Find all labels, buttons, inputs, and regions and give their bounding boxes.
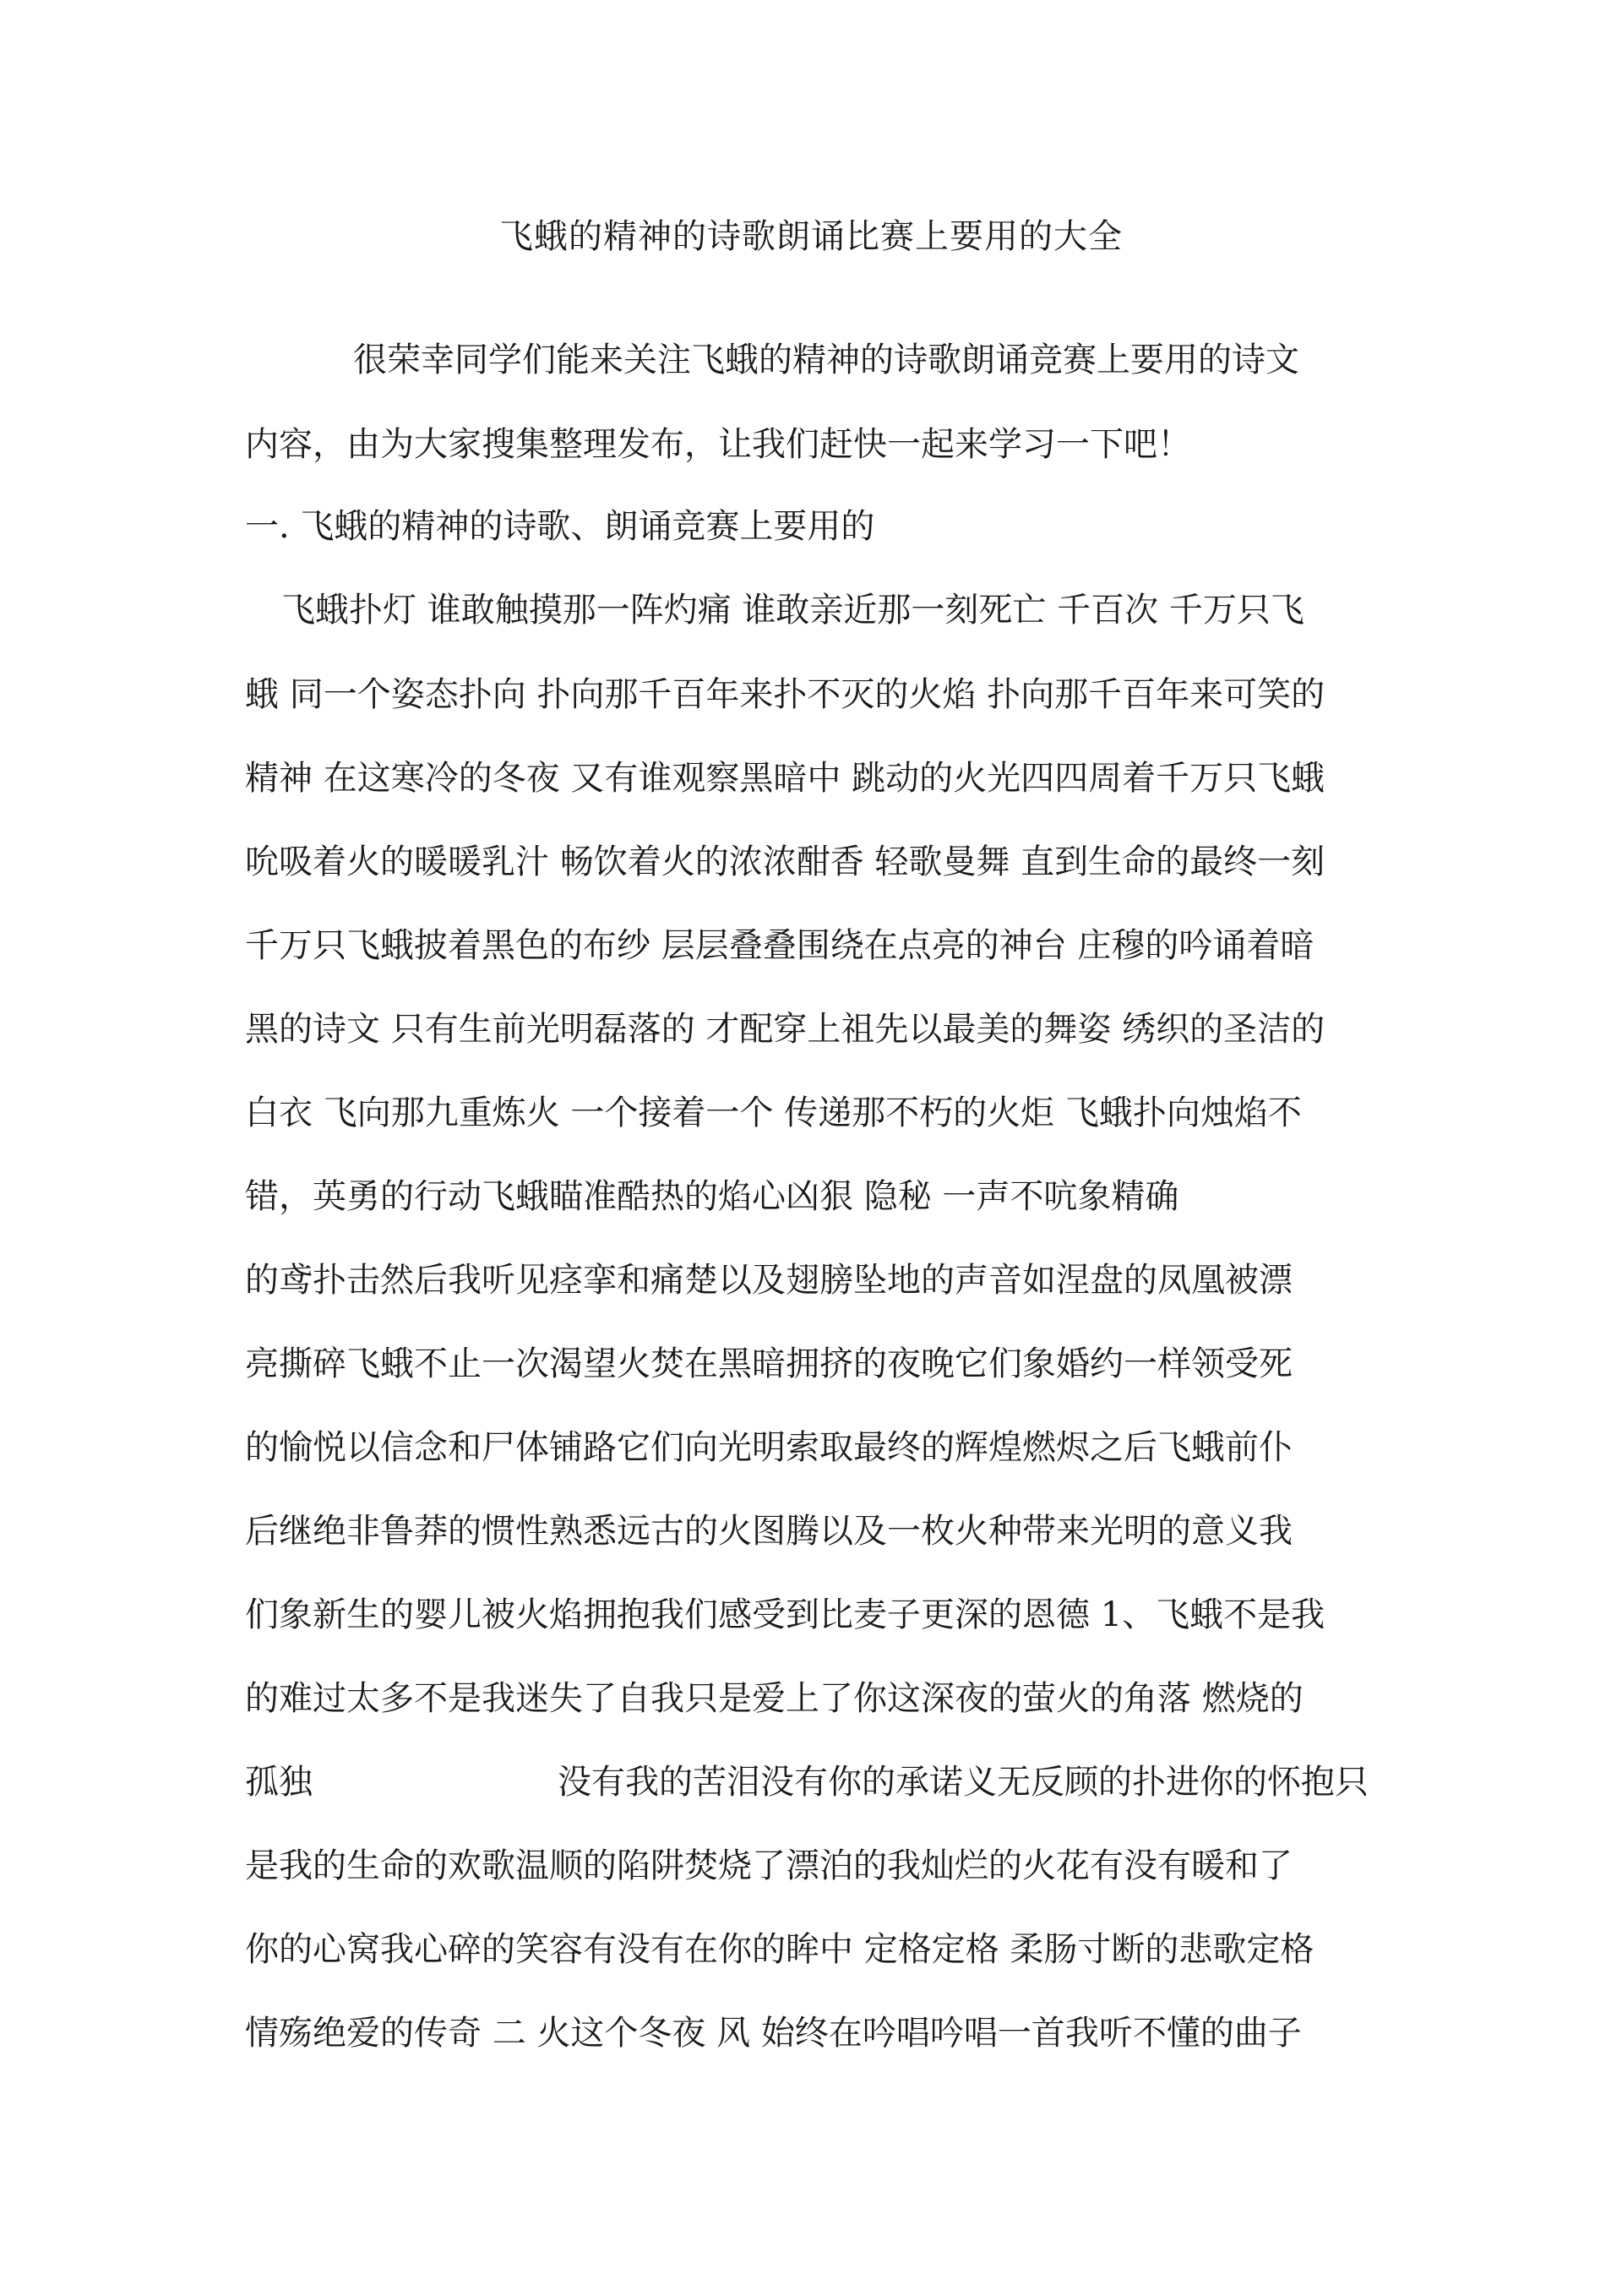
line-fragment: 没有我的苦泪没有你的承诺义无反顾的扑进你的怀抱只 xyxy=(558,1763,1369,1802)
paragraph-line: 是我的生命的欢歌温顺的陷阱焚烧了漂泊的我灿烂的火花有没有暖和了 xyxy=(245,1846,1293,1885)
document-title: 飞蛾的精神的诗歌朗诵比赛上要用的大全 xyxy=(499,217,1123,256)
paragraph-line: 情殇绝爱的传奇 二 火这个冬夜 风 始终在吟唱吟唱一首我听不懂的曲子 xyxy=(245,2014,1302,2053)
paragraph-line: 蛾 同一个姿态扑向 扑向那千百年来扑不灭的火焰 扑向那千百年来可笑的 xyxy=(245,675,1325,714)
line-fragment: 孤独 xyxy=(245,1763,313,1802)
paragraph-line: 的难过太多不是我迷失了自我只是爱上了你这深夜的萤火的角落 燃烧的 xyxy=(245,1679,1304,1718)
section-heading: 一. 飞蛾的精神的诗歌、朗诵竞赛上要用的 xyxy=(245,507,875,546)
paragraph-line xyxy=(245,1757,1369,1808)
paragraph-line: 白衣 飞向那九重炼火 一个接着一个 传递那不朽的火炬 飞蛾扑向烛焰不 xyxy=(245,1093,1302,1132)
paragraph-line: 错，英勇的行动飞蛾瞄准酷热的焰心凶狠 隐秘 一声不吭象精确 xyxy=(245,1177,1179,1216)
paragraph-line: 黑的诗文 只有生前光明磊落的 才配穿上祖先以最美的舞姿 绣织的圣洁的 xyxy=(245,1010,1325,1049)
paragraph-line: 亮撕碎飞蛾不止一次渴望火焚在黑暗拥挤的夜晚它们象婚约一样领受死 xyxy=(245,1344,1293,1383)
paragraph-line: 内容，由为大家搜集整理发布，让我们赶快一起来学习一下吧！ xyxy=(245,425,1191,464)
paragraph-line: 很荣幸同学们能来关注飞蛾的精神的诗歌朗诵竞赛上要用的诗文 xyxy=(353,341,1299,379)
paragraph-line: 吮吸着火的暖暖乳汁 畅饮着火的浓浓酣香 轻歌曼舞 直到生命的最终一刻 xyxy=(245,843,1325,881)
paragraph-line: 飞蛾扑灯 谁敢触摸那一阵灼痛 谁敢亲近那一刻死亡 千百次 千万只飞 xyxy=(281,591,1304,630)
paragraph-line: 们象新生的婴儿被火焰拥抱我们感受到比麦子更深的恩德 1、飞蛾不是我 xyxy=(245,1595,1325,1634)
paragraph-line: 你的心窝我心碎的笑容有没有在你的眸中 定格定格 柔肠寸断的悲歌定格 xyxy=(245,1930,1314,1969)
paragraph-line: 精神 在这寒冷的冬夜 又有谁观察黑暗中 跳动的火光四四周着千万只飞蛾 xyxy=(245,759,1325,798)
paragraph-line: 千万只飞蛾披着黑色的布纱 层层叠叠围绕在点亮的神台 庄穆的吟诵着暗 xyxy=(245,926,1314,965)
paragraph-line: 后继绝非鲁莽的惯性熟悉远古的火图腾以及一枚火种带来光明的意义我 xyxy=(245,1512,1293,1551)
paragraph-line: 的鸢扑击然后我听见痉挛和痛楚以及翅膀坠地的声音如涅盘的凤凰被漂 xyxy=(245,1261,1293,1300)
paragraph-line: 的愉悦以信念和尸体铺路它们向光明索取最终的辉煌燃烬之后飞蛾前仆 xyxy=(245,1428,1293,1467)
